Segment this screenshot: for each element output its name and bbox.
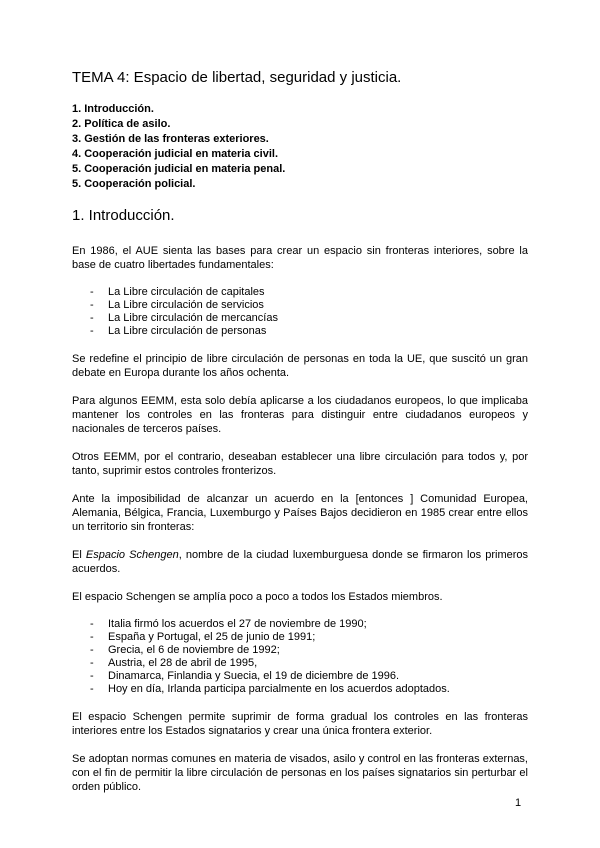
list-item: - Hoy en día, Irlanda participa parcialmente en los acuerdos adoptados.: [90, 683, 528, 696]
list-item: - Austria, el 28 de abril de 1995,: [90, 657, 528, 670]
paragraph: En 1986, el AUE sienta las bases para crear un espacio sin fronteras interiores, sobre la base de cuatro libertades fundamentales:: [72, 245, 528, 271]
page-number: 1: [515, 797, 522, 809]
paragraph: Se redefine el principio de libre circulación de personas en toda la UE, que suscitó un gran debate en Europa durante los años ochenta.: [72, 353, 528, 379]
paragraph: Se adoptan normas comunes en materia de visados, asilo y control en las fronteras externas, con el fin de permitir la libre circulación de personas en los países signatarios sin perturbar el orden público.: [72, 753, 528, 793]
list-item: - La Libre circulación de personas: [90, 325, 528, 338]
paragraph: Para algunos EEMM, esta solo debía aplicarse a los ciudadanos europeos, lo que implicaba mantener los controles en las fronteras para distinguir entre ciudadanos europeos y nacionales de terceros países.: [72, 395, 528, 435]
emphasis: Espacio Schengen: [85, 549, 179, 561]
table-of-contents: [72, 102, 528, 192]
freedoms-list: [72, 286, 528, 338]
paragraph: Otros EEMM, por el contrario, deseaban establecer una libre circulación para todos y, por tanto, suprimir estos controles fronterizos.: [72, 451, 528, 477]
toc-item: 1. Introducción.: [72, 103, 154, 115]
list-item: - Dinamarca, Finlandia y Suecia, el 19 de diciembre de 1996.: [90, 670, 528, 683]
list-item: - La Libre circulación de capitales: [90, 286, 528, 299]
document-title: TEMA 4: Espacio de libertad, seguridad y justicia.: [72, 69, 402, 86]
list-item: - La Libre circulación de servicios: [90, 299, 528, 312]
list-item: - Grecia, el 6 de noviembre de 1992;: [90, 644, 528, 657]
document-page: [72, 68, 528, 808]
paragraph: El espacio Schengen permite suprimir de forma gradual los controles en las fronteras interiores entre los Estados signatarios y crear una única frontera exterior.: [72, 711, 528, 737]
section-heading: 1. Introducción.: [72, 207, 175, 224]
paragraph: Ante la imposibilidad de alcanzar un acuerdo en la [entonces ] Comunidad Europea, Alemania, Bélgica, Francia, Luxemburgo y Países Bajos decidieron en 1985 crear entre ellos un territorio sin fronteras:: [72, 493, 528, 533]
toc-item: 5. Cooperación policial.: [72, 178, 196, 190]
toc-item: 3. Gestión de las fronteras exteriores.: [72, 133, 269, 145]
paragraph: [72, 548, 528, 576]
paragraph: El espacio Schengen se amplía poco a poco a todos los Estados miembros.: [72, 591, 443, 603]
list-item: - La Libre circulación de mercancías: [90, 312, 528, 325]
members-list: [72, 618, 528, 696]
list-item: - Italia firmó los acuerdos el 27 de noviembre de 1990;: [90, 618, 528, 631]
list-item: - España y Portugal, el 25 de junio de 1991;: [90, 631, 528, 644]
toc-item: 5. Cooperación judicial en materia penal.: [72, 163, 286, 175]
text-span: , nombre de la ciudad luxemburguesa donde se firmaron los primeros acuerdos.: [72, 549, 529, 575]
toc-item: 2. Política de asilo.: [72, 118, 171, 130]
text-span: El: [72, 549, 86, 561]
toc-item: 4. Cooperación judicial en materia civil.: [72, 148, 279, 160]
